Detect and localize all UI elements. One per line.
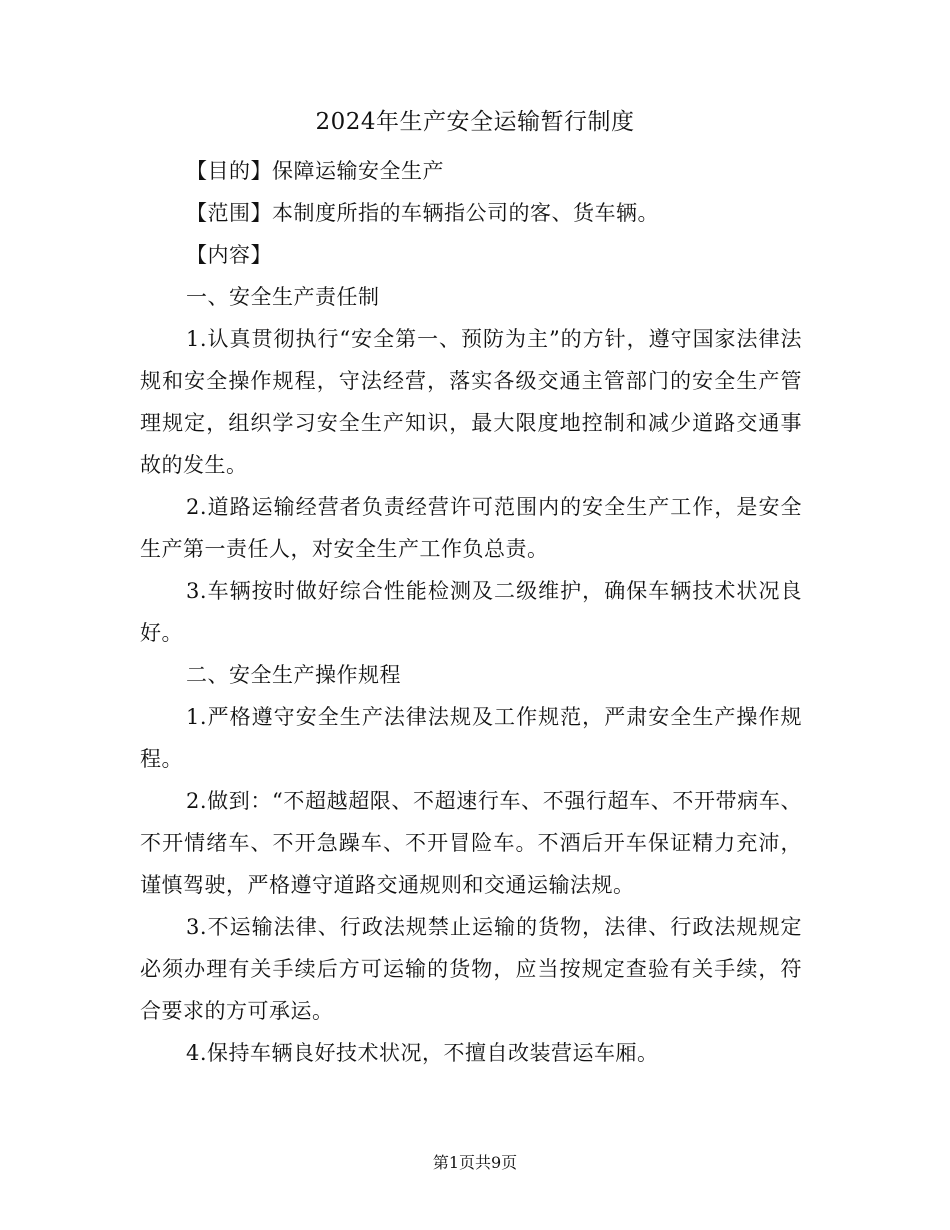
- page-number: 第1页共9页: [432, 1153, 518, 1172]
- paragraph-item: 2.做到：“不超越超限、不超速行车、不强行超车、不开带病车、不开情绪车、不开急躁车、不开冒险车。不酒后开车保证精力充沛，谨慎驾驶，严格遵守道路交通规则和交通运输法规。: [140, 789, 802, 897]
- paragraph-item: 3.不运输法律、行政法规禁止运输的货物，法律、行政法规规定必须办理有关手续后方可运输的货物，应当按规定查验有关手续，符合要求的方可承运。: [140, 915, 802, 1023]
- paragraph-item: 1.严格遵守安全生产法律法规及工作规范，严肃安全生产操作规程。: [140, 705, 802, 771]
- paragraph-item: 2.道路运输经营者负责经营许可范围内的安全生产工作，是安全生产第一责任人，对安全生产工作负总责。: [140, 495, 802, 561]
- document-title: 2024年生产安全运输暂行制度: [315, 109, 635, 135]
- document-body: [140, 150, 802, 1074]
- paragraph-scope: 【范围】本制度所指的车辆指公司的客、货车辆。: [186, 201, 659, 225]
- paragraph-item: 1.认真贯彻执行“安全第一、预防为主”的方针，遵守国家法律法规和安全操作规程，守法经营，落实各级交通主管部门的安全生产管理规定，组织学习安全生产知识，最大限度地控制和减少道路交通事故的发生。: [140, 327, 802, 477]
- paragraph-purpose: 【目的】保障运输安全生产: [186, 159, 444, 183]
- paragraph-content-heading: 【内容】: [186, 243, 272, 267]
- paragraph-item: 3.车辆按时做好综合性能检测及二级维护，确保车辆技术状况良好。: [140, 579, 802, 645]
- section-heading-responsibility: 一、安全生产责任制: [186, 285, 380, 309]
- section-heading-operation: 二、安全生产操作规程: [186, 663, 401, 687]
- paragraph-item: 4.保持车辆良好技术状况，不擅自改装营运车厢。: [186, 1041, 659, 1065]
